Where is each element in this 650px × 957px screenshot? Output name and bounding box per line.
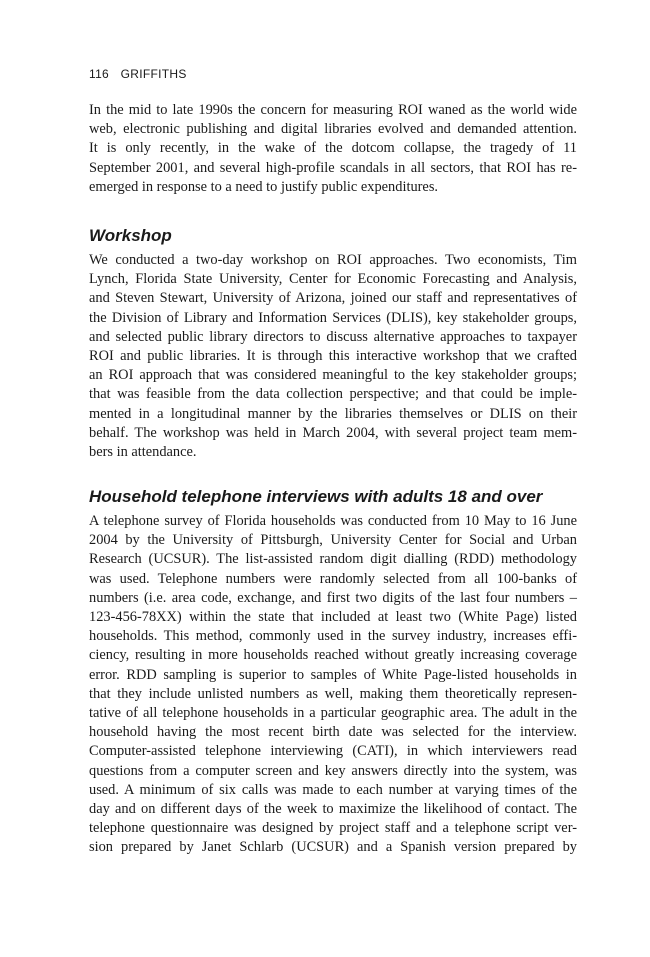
text-line: emerged in response to a need to justify public expenditures. xyxy=(89,178,439,195)
text-line: Computer-assisted telephone interviewing (CATI), in which interviewers read xyxy=(89,743,577,760)
section-heading-workshop: Workshop xyxy=(89,226,172,245)
text-line: behalf. The workshop was held in March 2004, with several project team mem- xyxy=(89,424,577,441)
interviews-paragraph xyxy=(89,512,577,858)
text-line: ROI and public libraries. It is through this interactive workshop that we crafted xyxy=(89,348,577,365)
text-line: Lynch, Florida State University, Center for Economic Forecasting and Analysis, xyxy=(89,271,577,288)
text-line: that was feasible from the data collection perspective; and that could be imple- xyxy=(89,386,577,403)
text-line: In the mid to late 1990s the concern for measuring ROI waned as the world wide xyxy=(89,102,577,118)
text-line: Research (UCSUR). The list-assisted random digit dialling (RDD) methodology xyxy=(89,551,577,568)
paragraph-text xyxy=(89,512,577,858)
text-line: ciency, resulting in more households reached without greatly increasing coverage xyxy=(89,647,577,664)
text-line: error. RDD sampling is superior to samples of White Page-listed households in xyxy=(89,666,577,683)
intro-paragraph xyxy=(89,101,577,197)
text-line: bers in attendance. xyxy=(89,444,197,461)
text-line: the Division of Library and Information Services (DLIS), key stakeholder groups, xyxy=(89,309,577,326)
text-line: an ROI approach that was considered meaningful to the key stakeholder groups; xyxy=(89,367,577,384)
text-line: questions from a computer screen and key answers directly into the system, was xyxy=(89,762,577,779)
text-line: day and on different days of the week to maximize the likelihood of contact. The xyxy=(89,801,577,818)
text-line: tative of all telephone households in a particular geographic area. The adult in the xyxy=(89,705,577,722)
text-line: and Steven Stewart, University of Arizona, joined our staff and representatives of xyxy=(89,290,577,307)
text-line: 123-456-78XX) within the state that included at least two (White Page) listed xyxy=(89,609,577,626)
workshop-paragraph xyxy=(89,251,577,462)
page-number: 116 xyxy=(89,67,110,81)
text-line: It is only recently, in the wake of the dotcom collapse, the tragedy of 11 xyxy=(89,140,577,157)
text-line: household having the most recent birth date was selected for the interview. xyxy=(89,724,577,741)
text-line: telephone questionnaire was designed by project staff and a telephone script ver- xyxy=(89,820,577,837)
text-line: 2004 by the University of Pittsburgh, University Center for Social and Urban xyxy=(89,532,577,549)
text-line: that they include unlisted numbers as well, making them theoretically represen- xyxy=(89,685,577,702)
text-line: A telephone survey of Florida households was conducted from 10 May to 16 June xyxy=(89,513,577,529)
text-line: September 2001, and several high-profile scandals in all sectors, that ROI has re- xyxy=(89,159,577,176)
paragraph-text xyxy=(89,101,577,197)
text-line: mented in a longitudinal manner by the libraries themselves or DLIS on their xyxy=(89,405,577,422)
running-head-author: GRIFFITHS xyxy=(120,67,187,81)
text-line: numbers (i.e. area code, exchange, and first two digits of the last four numbers – xyxy=(89,589,577,606)
text-line: was used. Telephone numbers were randomly selected from all 100-banks of xyxy=(89,570,577,587)
text-line: web, electronic publishing and digital libraries evolved and demanded attention. xyxy=(89,121,577,138)
running-head xyxy=(89,67,187,81)
text-line: sion prepared by Janet Schlarb (UCSUR) and a Spanish version prepared by xyxy=(89,839,577,856)
text-line: We conducted a two-day workshop on ROI approaches. Two economists, Tim xyxy=(89,252,577,268)
paragraph-text xyxy=(89,251,577,462)
section-heading-household-interviews: Household telephone interviews with adults 18 and over xyxy=(89,487,543,506)
text-line: used. A minimum of six calls was made to each number at varying times of the xyxy=(89,781,577,798)
text-line: households. This method, commonly used in the survey industry, increases effi- xyxy=(89,628,577,645)
text-line: and selected public library directors to discuss alternative approaches to taxpayer xyxy=(89,328,577,345)
